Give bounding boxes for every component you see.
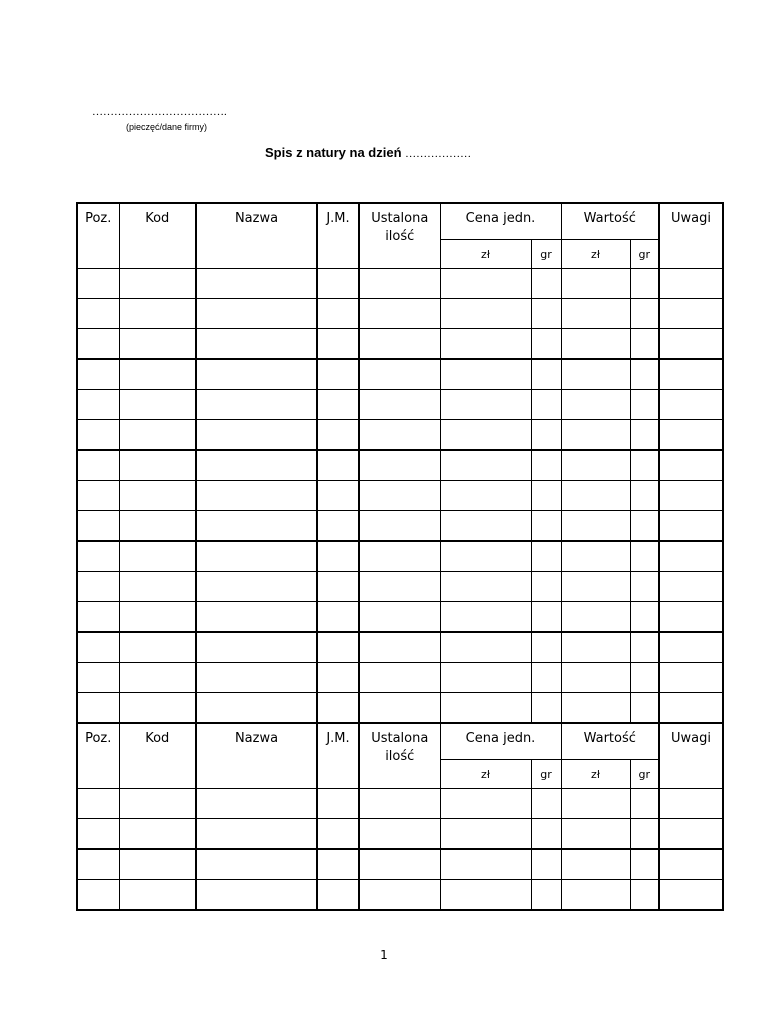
cell-wartosc-gr[interactable] bbox=[630, 541, 659, 572]
cell-uwagi[interactable] bbox=[659, 819, 723, 850]
cell-poz[interactable] bbox=[77, 880, 119, 911]
header-poz: Poz. bbox=[77, 723, 119, 789]
cell-wartosc-gr[interactable] bbox=[630, 390, 659, 420]
cell-wartosc-gr[interactable] bbox=[630, 359, 659, 390]
cell-uwagi[interactable] bbox=[659, 359, 723, 390]
cell-wartosc-gr[interactable] bbox=[630, 420, 659, 451]
subheader-wartosc-zl: zł bbox=[561, 760, 630, 789]
stamp-placeholder-line: ………………………………. bbox=[92, 106, 227, 118]
cell-ilosc[interactable] bbox=[359, 511, 440, 542]
header-ilosc-line1: Ustalona bbox=[371, 211, 429, 226]
cell-uwagi[interactable] bbox=[659, 572, 723, 602]
cell-jm[interactable] bbox=[317, 329, 359, 360]
cell-poz[interactable] bbox=[77, 789, 119, 819]
cell-jm[interactable] bbox=[317, 602, 359, 633]
cell-ilosc[interactable] bbox=[359, 481, 440, 511]
table-row bbox=[77, 269, 723, 299]
cell-kod[interactable] bbox=[119, 541, 196, 572]
cell-uwagi[interactable] bbox=[659, 663, 723, 693]
cell-nazwa[interactable] bbox=[196, 511, 317, 542]
cell-nazwa[interactable] bbox=[196, 602, 317, 633]
cell-wartosc-gr[interactable] bbox=[630, 880, 659, 911]
cell-kod[interactable] bbox=[119, 789, 196, 819]
header-ilosc-line2: ilość bbox=[385, 749, 415, 764]
header-wartosc: Wartość bbox=[561, 723, 659, 760]
cell-poz[interactable] bbox=[77, 420, 119, 451]
cell-ilosc[interactable] bbox=[359, 450, 440, 481]
cell-uwagi[interactable] bbox=[659, 450, 723, 481]
cell-poz[interactable] bbox=[77, 269, 119, 299]
cell-ilosc[interactable] bbox=[359, 572, 440, 602]
cell-nazwa[interactable] bbox=[196, 693, 317, 724]
date-placeholder-line: ……………… bbox=[405, 148, 472, 160]
subheader-wartosc-zl: zł bbox=[561, 240, 630, 269]
header-ilosc bbox=[359, 203, 440, 269]
cell-jm[interactable] bbox=[317, 819, 359, 850]
page-number: 1 bbox=[380, 948, 388, 962]
cell-uwagi[interactable] bbox=[659, 693, 723, 724]
table-row bbox=[77, 849, 723, 880]
table-row bbox=[77, 329, 723, 360]
cell-wartosc-zl[interactable] bbox=[561, 511, 630, 542]
cell-wartosc-zl[interactable] bbox=[561, 663, 630, 693]
table-row bbox=[77, 693, 723, 724]
cell-kod[interactable] bbox=[119, 511, 196, 542]
cell-nazwa[interactable] bbox=[196, 789, 317, 819]
cell-poz[interactable] bbox=[77, 849, 119, 880]
cell-uwagi[interactable] bbox=[659, 481, 723, 511]
cell-ilosc[interactable] bbox=[359, 789, 440, 819]
cell-wartosc-zl[interactable] bbox=[561, 693, 630, 724]
cell-wartosc-zl[interactable] bbox=[561, 602, 630, 633]
cell-poz[interactable] bbox=[77, 632, 119, 663]
cell-kod[interactable] bbox=[119, 602, 196, 633]
cell-uwagi[interactable] bbox=[659, 880, 723, 911]
cell-cena-gr[interactable] bbox=[531, 329, 561, 360]
cell-cena-gr[interactable] bbox=[531, 511, 561, 542]
cell-wartosc-gr[interactable] bbox=[630, 511, 659, 542]
cell-uwagi[interactable] bbox=[659, 299, 723, 329]
cell-jm[interactable] bbox=[317, 663, 359, 693]
cell-wartosc-gr[interactable] bbox=[630, 693, 659, 724]
cell-kod[interactable] bbox=[119, 693, 196, 724]
table-row bbox=[77, 819, 723, 850]
cell-poz[interactable] bbox=[77, 329, 119, 360]
header-nazwa: Nazwa bbox=[196, 203, 317, 269]
cell-cena-gr[interactable] bbox=[531, 450, 561, 481]
cell-cena-gr[interactable] bbox=[531, 420, 561, 451]
cell-ilosc[interactable] bbox=[359, 329, 440, 360]
cell-jm[interactable] bbox=[317, 789, 359, 819]
cell-poz[interactable] bbox=[77, 511, 119, 542]
stamp-label: (pieczęć/dane firmy) bbox=[126, 122, 208, 132]
table-row bbox=[77, 663, 723, 693]
cell-poz[interactable] bbox=[77, 663, 119, 693]
cell-poz[interactable] bbox=[77, 572, 119, 602]
table-header-row bbox=[77, 723, 723, 760]
cell-wartosc-gr[interactable] bbox=[630, 269, 659, 299]
subheader-cena-zl: zł bbox=[440, 760, 531, 789]
table-header-row bbox=[77, 203, 723, 240]
cell-cena-zl[interactable] bbox=[440, 693, 531, 724]
cell-jm[interactable] bbox=[317, 420, 359, 451]
cell-kod[interactable] bbox=[119, 450, 196, 481]
cell-cena-zl[interactable] bbox=[440, 602, 531, 633]
cell-ilosc[interactable] bbox=[359, 359, 440, 390]
subheader-wartosc-gr: gr bbox=[630, 240, 659, 269]
cell-kod[interactable] bbox=[119, 572, 196, 602]
cell-ilosc[interactable] bbox=[359, 269, 440, 299]
cell-cena-gr[interactable] bbox=[531, 693, 561, 724]
cell-wartosc-zl[interactable] bbox=[561, 450, 630, 481]
cell-wartosc-gr[interactable] bbox=[630, 329, 659, 360]
cell-cena-zl[interactable] bbox=[440, 329, 531, 360]
cell-nazwa[interactable] bbox=[196, 329, 317, 360]
table-row bbox=[77, 299, 723, 329]
cell-wartosc-gr[interactable] bbox=[630, 632, 659, 663]
cell-wartosc-gr[interactable] bbox=[630, 602, 659, 633]
cell-wartosc-zl[interactable] bbox=[561, 481, 630, 511]
subheader-cena-zl: zł bbox=[440, 240, 531, 269]
cell-uwagi[interactable] bbox=[659, 329, 723, 360]
cell-jm[interactable] bbox=[317, 572, 359, 602]
cell-jm[interactable] bbox=[317, 390, 359, 420]
cell-poz[interactable] bbox=[77, 359, 119, 390]
cell-wartosc-zl[interactable] bbox=[561, 541, 630, 572]
cell-wartosc-zl[interactable] bbox=[561, 880, 630, 911]
cell-wartosc-zl[interactable] bbox=[561, 359, 630, 390]
table-row bbox=[77, 632, 723, 663]
cell-wartosc-zl[interactable] bbox=[561, 420, 630, 451]
cell-nazwa[interactable] bbox=[196, 819, 317, 850]
cell-nazwa[interactable] bbox=[196, 632, 317, 663]
cell-ilosc[interactable] bbox=[359, 299, 440, 329]
cell-nazwa[interactable] bbox=[196, 663, 317, 693]
cell-wartosc-gr[interactable] bbox=[630, 849, 659, 880]
header-jm: J.M. bbox=[317, 203, 359, 269]
document-title bbox=[265, 145, 471, 160]
cell-wartosc-gr[interactable] bbox=[630, 789, 659, 819]
cell-ilosc[interactable] bbox=[359, 632, 440, 663]
cell-jm[interactable] bbox=[317, 450, 359, 481]
subheader-cena-gr: gr bbox=[531, 760, 561, 789]
cell-cena-zl[interactable] bbox=[440, 789, 531, 819]
cell-wartosc-gr[interactable] bbox=[630, 450, 659, 481]
cell-uwagi[interactable] bbox=[659, 420, 723, 451]
cell-ilosc[interactable] bbox=[359, 663, 440, 693]
cell-wartosc-gr[interactable] bbox=[630, 572, 659, 602]
cell-poz[interactable] bbox=[77, 390, 119, 420]
cell-cena-zl[interactable] bbox=[440, 269, 531, 299]
cell-nazwa[interactable] bbox=[196, 390, 317, 420]
table-row bbox=[77, 450, 723, 481]
cell-kod[interactable] bbox=[119, 632, 196, 663]
cell-cena-gr[interactable] bbox=[531, 849, 561, 880]
cell-cena-gr[interactable] bbox=[531, 299, 561, 329]
header-poz: Poz. bbox=[77, 203, 119, 269]
cell-ilosc[interactable] bbox=[359, 602, 440, 633]
inventory-table bbox=[76, 202, 724, 911]
cell-kod[interactable] bbox=[119, 359, 196, 390]
header-jm: J.M. bbox=[317, 723, 359, 789]
cell-wartosc-zl[interactable] bbox=[561, 572, 630, 602]
cell-uwagi[interactable] bbox=[659, 849, 723, 880]
table-row bbox=[77, 390, 723, 420]
cell-wartosc-gr[interactable] bbox=[630, 819, 659, 850]
cell-jm[interactable] bbox=[317, 269, 359, 299]
cell-kod[interactable] bbox=[119, 329, 196, 360]
cell-uwagi[interactable] bbox=[659, 511, 723, 542]
cell-poz[interactable] bbox=[77, 541, 119, 572]
cell-cena-zl[interactable] bbox=[440, 572, 531, 602]
table-row bbox=[77, 789, 723, 819]
cell-cena-zl[interactable] bbox=[440, 450, 531, 481]
cell-jm[interactable] bbox=[317, 849, 359, 880]
cell-nazwa[interactable] bbox=[196, 359, 317, 390]
cell-jm[interactable] bbox=[317, 541, 359, 572]
cell-cena-gr[interactable] bbox=[531, 572, 561, 602]
subheader-cena-gr: gr bbox=[531, 240, 561, 269]
cell-nazwa[interactable] bbox=[196, 299, 317, 329]
cell-ilosc[interactable] bbox=[359, 880, 440, 911]
table-row bbox=[77, 602, 723, 633]
table-row bbox=[77, 481, 723, 511]
cell-cena-zl[interactable] bbox=[440, 390, 531, 420]
cell-ilosc[interactable] bbox=[359, 420, 440, 451]
cell-cena-zl[interactable] bbox=[440, 849, 531, 880]
cell-cena-gr[interactable] bbox=[531, 819, 561, 850]
cell-kod[interactable] bbox=[119, 819, 196, 850]
cell-cena-zl[interactable] bbox=[440, 299, 531, 329]
cell-cena-zl[interactable] bbox=[440, 511, 531, 542]
table-row bbox=[77, 420, 723, 451]
cell-kod[interactable] bbox=[119, 269, 196, 299]
cell-uwagi[interactable] bbox=[659, 541, 723, 572]
cell-jm[interactable] bbox=[317, 299, 359, 329]
cell-poz[interactable] bbox=[77, 693, 119, 724]
header-cena: Cena jedn. bbox=[440, 723, 561, 760]
cell-cena-gr[interactable] bbox=[531, 359, 561, 390]
header-ilosc-line2: ilość bbox=[385, 229, 415, 244]
cell-wartosc-gr[interactable] bbox=[630, 481, 659, 511]
cell-kod[interactable] bbox=[119, 420, 196, 451]
cell-cena-gr[interactable] bbox=[531, 880, 561, 911]
cell-kod[interactable] bbox=[119, 299, 196, 329]
cell-cena-zl[interactable] bbox=[440, 880, 531, 911]
cell-kod[interactable] bbox=[119, 849, 196, 880]
header-cena: Cena jedn. bbox=[440, 203, 561, 240]
cell-wartosc-zl[interactable] bbox=[561, 849, 630, 880]
cell-uwagi[interactable] bbox=[659, 632, 723, 663]
cell-jm[interactable] bbox=[317, 359, 359, 390]
cell-wartosc-zl[interactable] bbox=[561, 789, 630, 819]
header-uwagi: Uwagi bbox=[659, 723, 723, 789]
header-ilosc-line1: Ustalona bbox=[371, 731, 429, 746]
cell-wartosc-zl[interactable] bbox=[561, 329, 630, 360]
cell-nazwa[interactable] bbox=[196, 481, 317, 511]
document-title-text: Spis z natury na dzień bbox=[265, 145, 402, 160]
cell-nazwa[interactable] bbox=[196, 572, 317, 602]
cell-nazwa[interactable] bbox=[196, 269, 317, 299]
cell-cena-gr[interactable] bbox=[531, 789, 561, 819]
table-row bbox=[77, 511, 723, 542]
cell-wartosc-zl[interactable] bbox=[561, 819, 630, 850]
cell-poz[interactable] bbox=[77, 450, 119, 481]
cell-wartosc-zl[interactable] bbox=[561, 390, 630, 420]
cell-uwagi[interactable] bbox=[659, 269, 723, 299]
cell-cena-gr[interactable] bbox=[531, 663, 561, 693]
cell-ilosc[interactable] bbox=[359, 849, 440, 880]
cell-jm[interactable] bbox=[317, 481, 359, 511]
cell-wartosc-gr[interactable] bbox=[630, 299, 659, 329]
header-kod: Kod bbox=[119, 723, 196, 789]
table-row bbox=[77, 359, 723, 390]
cell-ilosc[interactable] bbox=[359, 541, 440, 572]
cell-cena-zl[interactable] bbox=[440, 632, 531, 663]
cell-cena-zl[interactable] bbox=[440, 819, 531, 850]
cell-wartosc-zl[interactable] bbox=[561, 299, 630, 329]
table-row bbox=[77, 541, 723, 572]
header-wartosc: Wartość bbox=[561, 203, 659, 240]
cell-ilosc[interactable] bbox=[359, 819, 440, 850]
cell-kod[interactable] bbox=[119, 663, 196, 693]
table-row bbox=[77, 880, 723, 911]
cell-poz[interactable] bbox=[77, 299, 119, 329]
cell-cena-zl[interactable] bbox=[440, 359, 531, 390]
cell-poz[interactable] bbox=[77, 602, 119, 633]
cell-wartosc-gr[interactable] bbox=[630, 663, 659, 693]
cell-cena-zl[interactable] bbox=[440, 541, 531, 572]
cell-cena-gr[interactable] bbox=[531, 602, 561, 633]
header-nazwa: Nazwa bbox=[196, 723, 317, 789]
cell-jm[interactable] bbox=[317, 880, 359, 911]
cell-cena-zl[interactable] bbox=[440, 663, 531, 693]
cell-jm[interactable] bbox=[317, 511, 359, 542]
cell-uwagi[interactable] bbox=[659, 602, 723, 633]
header-uwagi: Uwagi bbox=[659, 203, 723, 269]
cell-kod[interactable] bbox=[119, 880, 196, 911]
cell-cena-zl[interactable] bbox=[440, 420, 531, 451]
cell-nazwa[interactable] bbox=[196, 880, 317, 911]
table-row bbox=[77, 572, 723, 602]
cell-ilosc[interactable] bbox=[359, 390, 440, 420]
cell-nazwa[interactable] bbox=[196, 849, 317, 880]
cell-ilosc[interactable] bbox=[359, 693, 440, 724]
cell-cena-gr[interactable] bbox=[531, 481, 561, 511]
cell-jm[interactable] bbox=[317, 693, 359, 724]
header-ilosc bbox=[359, 723, 440, 789]
cell-poz[interactable] bbox=[77, 819, 119, 850]
header-kod: Kod bbox=[119, 203, 196, 269]
cell-wartosc-zl[interactable] bbox=[561, 632, 630, 663]
cell-cena-gr[interactable] bbox=[531, 632, 561, 663]
cell-poz[interactable] bbox=[77, 481, 119, 511]
cell-kod[interactable] bbox=[119, 481, 196, 511]
cell-cena-zl[interactable] bbox=[440, 481, 531, 511]
cell-cena-gr[interactable] bbox=[531, 390, 561, 420]
cell-nazwa[interactable] bbox=[196, 450, 317, 481]
cell-kod[interactable] bbox=[119, 390, 196, 420]
cell-nazwa[interactable] bbox=[196, 420, 317, 451]
cell-cena-gr[interactable] bbox=[531, 541, 561, 572]
cell-jm[interactable] bbox=[317, 632, 359, 663]
cell-uwagi[interactable] bbox=[659, 789, 723, 819]
cell-cena-gr[interactable] bbox=[531, 269, 561, 299]
cell-nazwa[interactable] bbox=[196, 541, 317, 572]
cell-uwagi[interactable] bbox=[659, 390, 723, 420]
cell-wartosc-zl[interactable] bbox=[561, 269, 630, 299]
subheader-wartosc-gr: gr bbox=[630, 760, 659, 789]
